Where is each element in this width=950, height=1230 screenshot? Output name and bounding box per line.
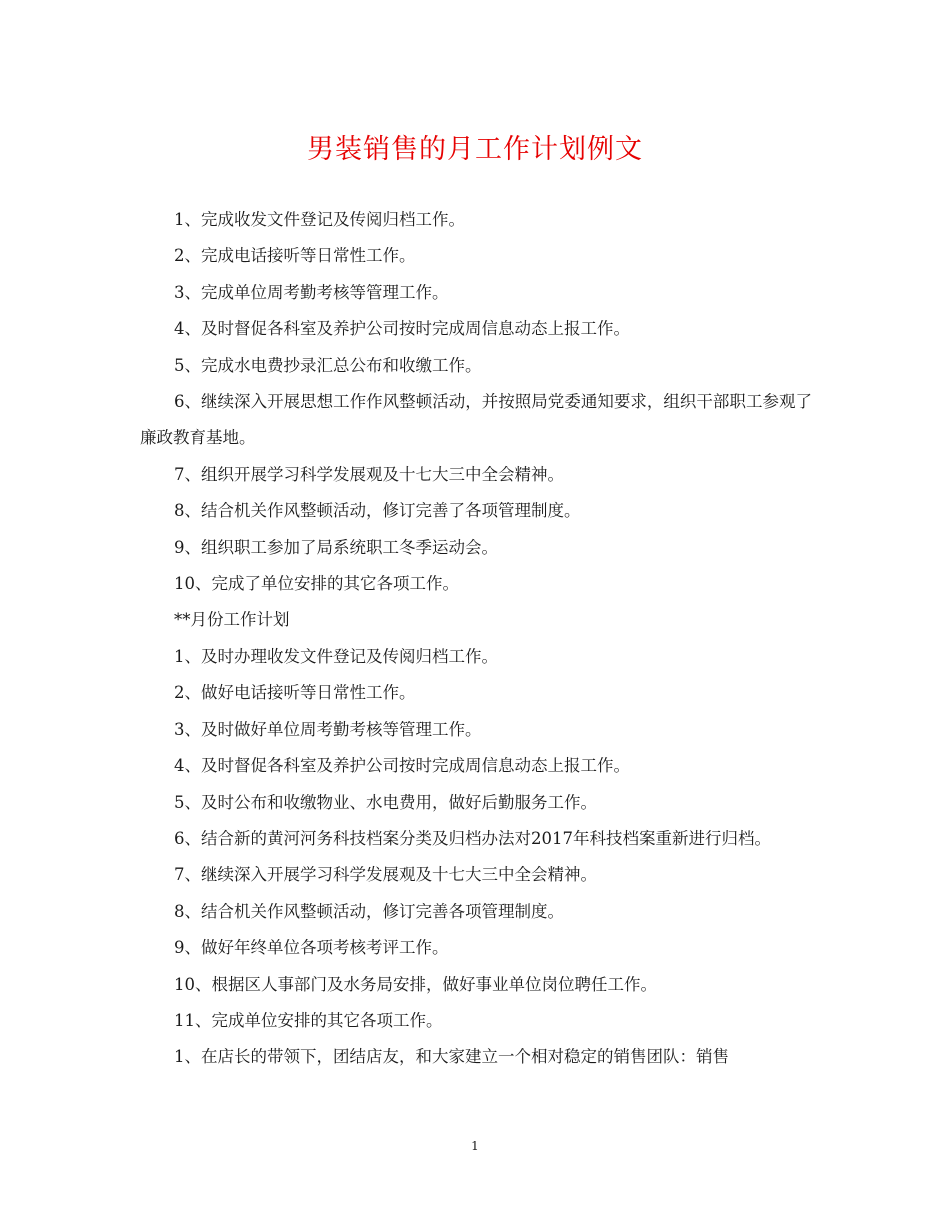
paragraph: 1、在店长的带领下，团结店友，和大家建立一个相对稳定的销售团队：销售 — [174, 1047, 729, 1067]
section-heading: **月份工作计划 — [174, 610, 290, 630]
document-body — [140, 202, 812, 1076]
document-title: 男装销售的月工作计划例文 — [307, 134, 643, 165]
paragraph: 9、做好年终单位各项考核考评工作。 — [174, 938, 449, 958]
paragraph: 3、完成单位周考勤考核等管理工作。 — [174, 282, 449, 302]
paragraph: 11、完成单位安排的其它各项工作。 — [174, 1010, 443, 1030]
page-number: 1 — [471, 1139, 479, 1153]
paragraph: 7、继续深入开展学习科学发展观及十七大三中全会精神。 — [174, 865, 597, 885]
paragraph: 10、根据区人事部门及水务局安排，做好事业单位岗位聘任工作。 — [174, 974, 657, 994]
paragraph: 1、完成收发文件登记及传阅归档工作。 — [174, 210, 465, 229]
paragraph: 3、及时做好单位周考勤考核等管理工作。 — [174, 719, 482, 739]
paragraph: 9、组织职工参加了局系统职工冬季运动会。 — [174, 537, 498, 557]
paragraph: 6、继续深入开展思想工作作风整顿活动，并按照局党委通知要求，组织干部职工参观了廉政教育基地。 — [140, 392, 812, 448]
paragraph: 2、做好电话接听等日常性工作。 — [174, 683, 416, 703]
paragraph: 4、及时督促各科室及养护公司按时完成周信息动态上报工作。 — [174, 319, 630, 339]
paragraph: 5、及时公布和收缴物业、水电费用，做好后勤服务工作。 — [174, 792, 597, 812]
paragraph: 1、及时办理收发文件登记及传阅归档工作。 — [174, 646, 498, 666]
paragraph: 2、完成电话接听等日常性工作。 — [174, 246, 416, 266]
paragraph: 5、完成水电费抄录汇总公布和收缴工作。 — [174, 355, 482, 375]
paragraph: 10、完成了单位安排的其它各项工作。 — [174, 574, 459, 594]
paragraph: 7、组织开展学习科学发展观及十七大三中全会精神。 — [174, 464, 564, 484]
paragraph: 6、结合新的黄河河务科技档案分类及归档办法对2017年科技档案重新进行归档。 — [174, 828, 771, 848]
paragraph: 8、结合机关作风整顿活动，修订完善各项管理制度。 — [174, 901, 564, 921]
paragraph: 4、及时督促各科室及养护公司按时完成周信息动态上报工作。 — [174, 756, 630, 776]
paragraph: 8、结合机关作风整顿活动，修订完善了各项管理制度。 — [174, 501, 581, 521]
